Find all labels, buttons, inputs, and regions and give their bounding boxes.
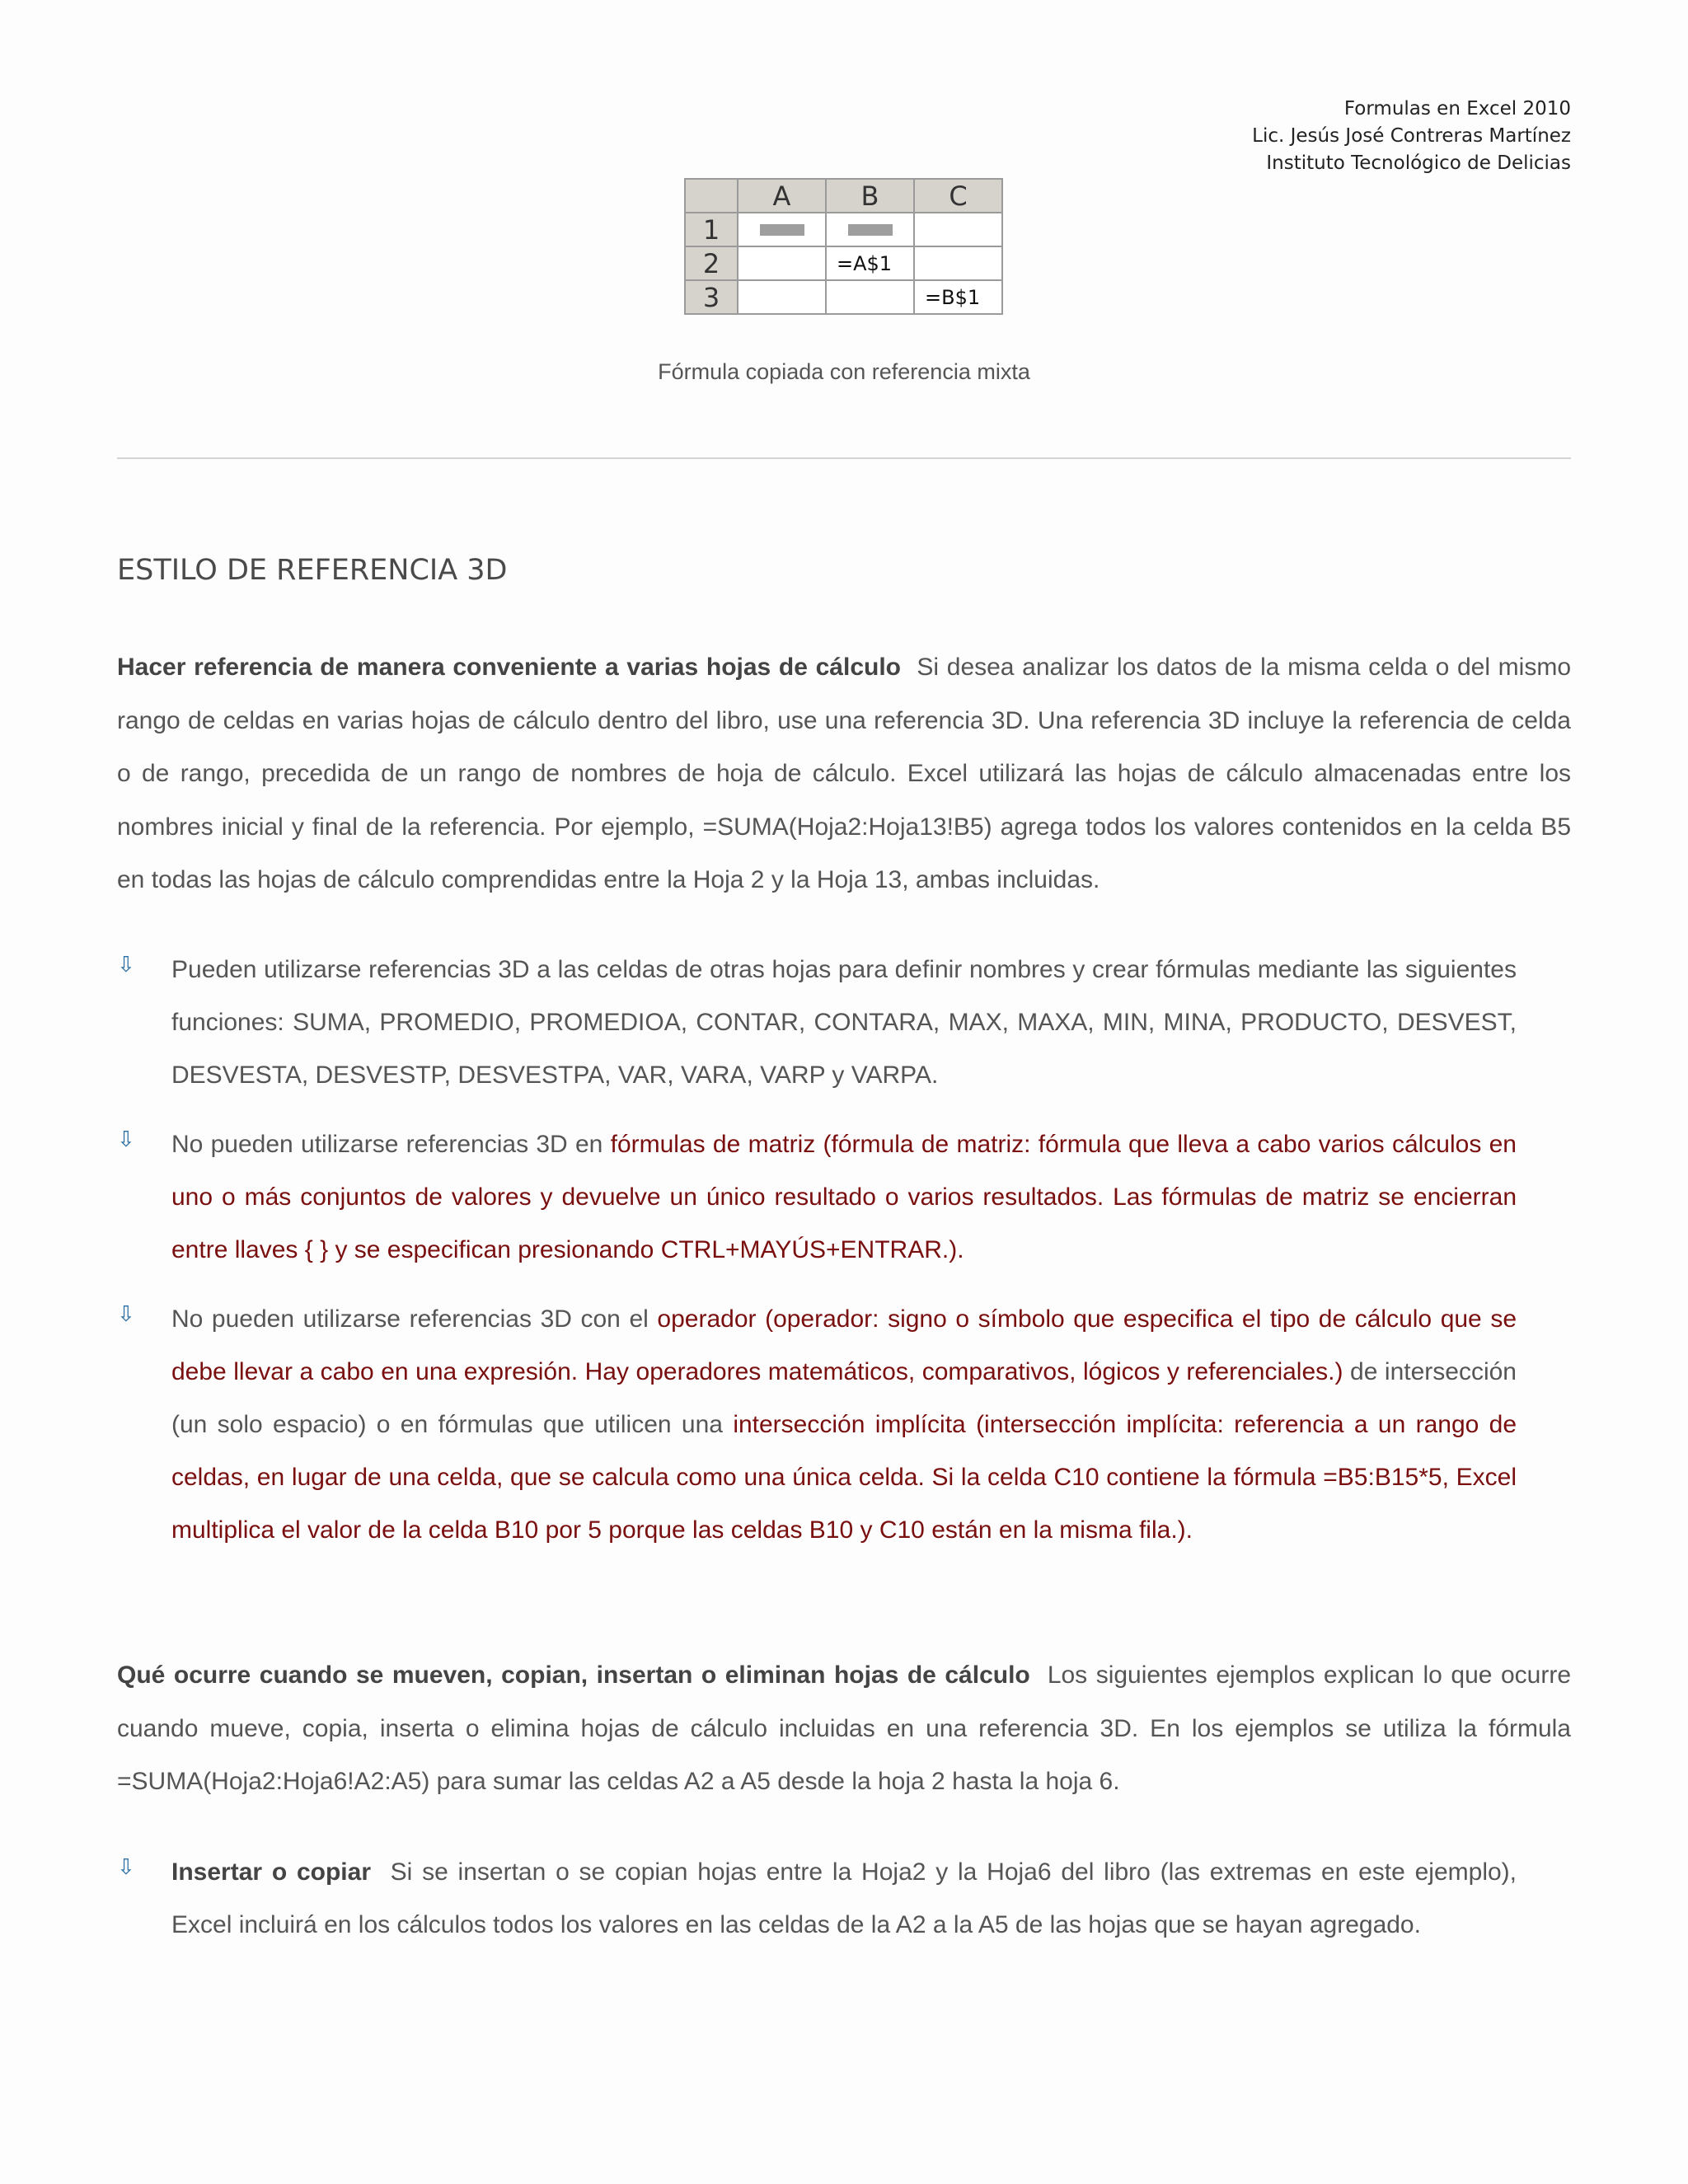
cell-a2 — [738, 246, 826, 280]
list-item — [117, 1846, 1517, 1952]
list-item — [117, 944, 1517, 1102]
list-item — [117, 1118, 1517, 1277]
bullet-text-plain: Si se insertan o se copian hojas entre la Hoja2 y la Hoja6 del libro (las extremas en este ejemplo), Excel incluirá en los cálculos todos los valores en las celdas de la A2 a la A5 de las hojas que se hayan agregado. — [171, 1858, 1517, 1938]
cell-b2: =A$1 — [826, 246, 914, 280]
bullet-text — [171, 1846, 1517, 1952]
header-institution: Instituto Tecnológico de Delicias — [1266, 152, 1571, 174]
column-header-b: B — [826, 179, 914, 213]
cell-c3: =B$1 — [914, 280, 1002, 314]
bullet-text — [171, 1118, 1517, 1277]
bullet-text-plain: No pueden utilizarse referencias 3D en — [171, 1131, 603, 1158]
corner-cell — [685, 179, 738, 213]
spreadsheet-figure — [684, 178, 1003, 315]
paragraph-heading: Hacer referencia de manera conveniente a varias hojas de cálculo — [117, 654, 901, 681]
cell-a1-fill — [760, 224, 804, 236]
row-header-3: 3 — [685, 280, 738, 314]
bullet-text: Pueden utilizarse referencias 3D a las celdas de otras hojas para definir nombres y crear fórmulas mediante las siguientes funciones: SUMA, PROMEDIO, PROMEDIOA, CONTAR, CONTARA, MAX, MAXA, MIN, MINA, PRODUCTO, DESVEST, DESVESTA, DESVESTP, DESVESTPA, VAR, VARA, VARP y VARPA. — [171, 956, 1517, 1089]
cell-c2 — [914, 246, 1002, 280]
cell-b1-fill — [848, 224, 893, 236]
bullet-text-plain: de intersección (un solo espacio) o en fórmulas que utilicen una — [171, 1358, 1517, 1438]
arrow-down-bullet-icon: ⇩ — [117, 1127, 135, 1151]
paragraph-heading: Qué ocurre cuando se mueven, copian, insertan o eliminan hojas de cálculo — [117, 1661, 1030, 1689]
cell-b1 — [826, 213, 914, 246]
bullet-text — [171, 1293, 1517, 1557]
header-title: Formulas en Excel 2010 — [1343, 98, 1571, 120]
paragraph-body: Los siguientes ejemplos explican lo que ocurre cuando mueve, copia, inserta o elimina hojas de cálculo incluidas en una referencia 3D. En los ejemplos se utiliza la fórmula =SUMA(Hoja2:Hoja6!A2:A5) para sumar las celdas A2 a A5 desde la hoja 2 hasta la hoja 6. — [117, 1661, 1571, 1795]
page-header — [994, 96, 1571, 177]
figure-caption: Fórmula copiada con referencia mixta — [658, 359, 1030, 384]
paragraph-sheet-changes — [117, 1649, 1571, 1809]
paragraph-3d-reference — [117, 641, 1571, 907]
cell-a3 — [738, 280, 826, 314]
cell-a1 — [738, 213, 826, 246]
bullet-heading: Insertar o copiar — [171, 1858, 371, 1886]
definition-link-operator[interactable]: operador (operador: signo o símbolo que especifica el tipo de cálculo que se debe llevar a cabo en una expresión. Hay operadores matemáticos, comparativos, lógicos y referenciales.) — [171, 1305, 1517, 1385]
horizontal-divider — [117, 457, 1571, 459]
definition-link-implicit-intersection[interactable]: intersección implícita (intersección implícita: referencia a un rango de celdas, en lugar de una celda, que se calcula como una única celda. Si la celda C10 contiene la fórmula =B5:B15*5, Excel multiplica el valor de la celda B10 por 5 porque las celdas B10 y C10 están en la misma fila.). — [171, 1411, 1517, 1544]
list-item — [117, 1293, 1517, 1557]
paragraph-body: Si desea analizar los datos de la misma celda o del mismo rango de celdas en varias hojas de cálculo dentro del libro, use una referencia 3D. Una referencia 3D incluye la referencia de celda o de rango, precedida de un rango de nombres de hoja de cálculo. Excel utilizará las hojas de cálculo almacenadas entre los nombres inicial y final de la referencia. Por ejemplo, =SUMA(Hoja2:Hoja13!B5) agrega todos los valores contenidos en la celda B5 en todas las hojas de cálculo comprendidas entre la Hoja 2 y la Hoja 13, ambas incluidas. — [117, 654, 1572, 893]
column-header-a: A — [738, 179, 826, 213]
bullet-text-plain: No pueden utilizarse referencias 3D con el — [171, 1305, 649, 1333]
arrow-down-bullet-icon: ⇩ — [117, 1301, 135, 1326]
row-header-2: 2 — [685, 246, 738, 280]
cell-c1 — [914, 213, 1002, 246]
section-title: ESTILO DE REFERENCIA 3D — [117, 554, 508, 587]
definition-link-matrix-formula[interactable]: fórmulas de matriz (fórmula de matriz: fórmula que lleva a cabo varios cálculos en uno o más conjuntos de valores y devuelve un único resultado o varios resultados. Las fórmulas de matriz se encierran entre llaves { } y se especifican presionando CTRL+MAYÚS+ENTRAR.). — [171, 1131, 1517, 1263]
arrow-down-bullet-icon: ⇩ — [117, 1854, 135, 1879]
header-author: Lic. Jesús José Contreras Martínez — [1252, 125, 1571, 147]
arrow-down-bullet-icon: ⇩ — [117, 952, 135, 977]
row-header-1: 1 — [685, 213, 738, 246]
column-header-c: C — [914, 179, 1002, 213]
cell-b3 — [826, 280, 914, 314]
